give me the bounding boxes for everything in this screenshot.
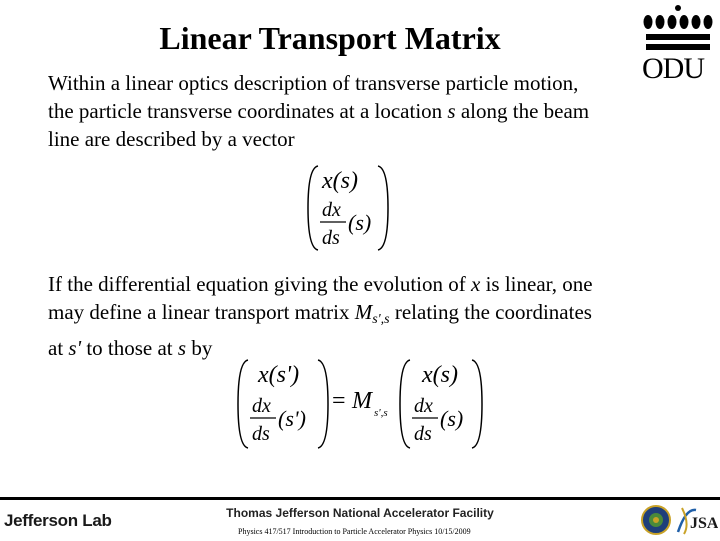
derivative-numerator: dx	[322, 199, 341, 221]
paragraph-2-line-1	[48, 270, 593, 298]
lhs-top-entry: x(s')	[258, 362, 300, 388]
var-x: x	[471, 272, 481, 296]
paragraph-2	[48, 270, 593, 362]
right-paren	[378, 166, 388, 250]
lhs-left-paren	[238, 360, 248, 448]
text-run: at	[48, 336, 69, 360]
jsa-logo-text: JSA	[690, 515, 718, 532]
doe-seal-icon	[640, 504, 672, 536]
text-run: along the beam	[455, 99, 590, 123]
derivative-denominator: ds	[322, 227, 340, 249]
text-run: relating the coordinates	[389, 300, 592, 324]
left-paren	[308, 166, 318, 250]
jefferson-lab-logo	[4, 511, 112, 531]
transport-matrix-subscript: s',s	[374, 407, 388, 419]
odu-logo-text: ODU	[642, 52, 704, 85]
text-run: the particle transverse coordinates at a location	[48, 99, 448, 123]
lhs-derivative-argument: (s')	[278, 406, 306, 431]
lhs-right-paren	[318, 360, 328, 448]
lhs-derivative-denominator: ds	[252, 423, 270, 445]
var-s-prime: s'	[68, 336, 82, 360]
derivative-argument: (s)	[348, 210, 372, 235]
coordinate-vector-equation	[300, 160, 400, 256]
var-s: s	[177, 336, 187, 360]
jefferson-lab-logo-text: Jefferson Lab	[4, 511, 112, 530]
jsa-logo-mark-icon	[676, 504, 718, 536]
matrix-subscript: s',s	[372, 312, 390, 327]
text-run: If the differential equation giving the evolution of	[48, 272, 471, 296]
transport-matrix-symbol: M	[352, 388, 372, 414]
text-run: by	[186, 336, 213, 360]
footer-facility-name: Thomas Jefferson National Accelerator Facility	[226, 506, 494, 520]
text-run: may define a linear transport matrix	[48, 300, 355, 324]
rhs-derivative-argument: (s)	[440, 406, 464, 431]
jsa-logo	[676, 504, 718, 536]
slide-title: Linear Transport Matrix	[159, 20, 501, 56]
paragraph-1-line-2	[48, 97, 589, 125]
rhs-derivative-denominator: ds	[414, 423, 432, 445]
vector-top-entry: x(s)	[322, 168, 358, 194]
rhs-left-paren	[400, 360, 410, 448]
text-run: to those at	[81, 336, 178, 360]
odu-crown-icon	[640, 4, 716, 54]
rhs-top-entry: x(s)	[422, 362, 458, 388]
equals-sign: =	[332, 388, 346, 414]
paragraph-1-line-1: Within a linear optics description of transverse particle motion,	[48, 71, 579, 95]
footer-course-info: Physics 417/517 Introduction to Particle Accelerator Physics 10/15/2009	[238, 527, 471, 536]
paragraph-2-line-2	[48, 298, 593, 334]
rhs-right-paren	[472, 360, 482, 448]
paragraph-1-line-3: line are described by a vector	[48, 127, 295, 151]
text-run: is linear, one	[480, 272, 593, 296]
var-M: M	[354, 300, 373, 324]
transport-matrix-equation	[230, 354, 490, 454]
lhs-derivative-numerator: dx	[252, 395, 271, 417]
rhs-derivative-numerator: dx	[414, 395, 433, 417]
footer-divider	[0, 497, 720, 500]
var-s: s	[447, 99, 456, 123]
paragraph-1	[48, 69, 589, 153]
